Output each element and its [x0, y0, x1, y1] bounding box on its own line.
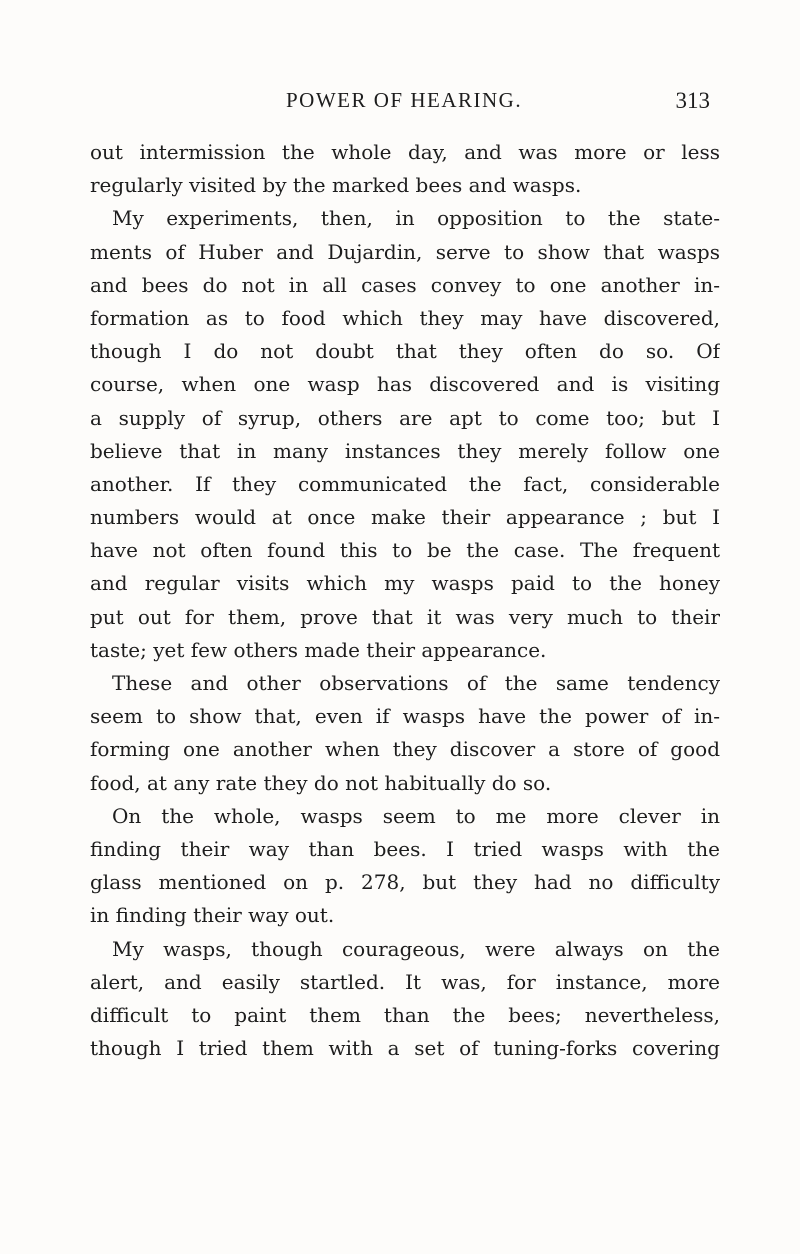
text-line: regularly visited by the marked bees and wasps.: [90, 173, 582, 198]
page-header: [286, 88, 710, 118]
text-line: forming one another when they discover a store of good: [90, 737, 720, 762]
text-line: numbers would at once make their appearance ; but I: [90, 505, 720, 530]
text-line: glass mentioned on p. 278, but they had no difficulty: [90, 870, 720, 895]
text-line: formation as to food which they may have discovered,: [90, 305, 720, 330]
text-line: and bees do not in all cases convey to one another in-: [90, 272, 720, 297]
running-title: POWER OF HEARING.: [286, 88, 523, 112]
text-line: put out for them, prove that it was very much to their: [90, 604, 720, 629]
text-line: finding their way than bees. I tried wasps with the: [90, 836, 720, 861]
text-line: out intermission the whole day, and was more or less: [90, 140, 720, 164]
text-line: another. If they communicated the fact, considerable: [90, 471, 720, 496]
text-line: My experiments, then, in opposition to the state-: [112, 206, 720, 231]
text-line: difficult to paint them than the bees; nevertheless,: [90, 1002, 720, 1027]
text-line: My wasps, though courageous, were always on the: [112, 936, 720, 961]
text-line: alert, and easily startled. It was, for instance, more: [90, 969, 720, 994]
text-line: These and other observations of the same tendency: [112, 671, 720, 695]
text-line: On the whole, wasps seem to me more clever in: [112, 803, 720, 828]
text-line: a supply of syrup, others are apt to come too; but I: [90, 405, 720, 430]
text-line: in finding their way out.: [90, 903, 335, 928]
text-line: taste; yet few others made their appearance.: [90, 637, 547, 662]
text-line: seem to show that, even if wasps have the power of in-: [90, 704, 720, 729]
text-line: and regular visits which my wasps paid to the honey: [90, 571, 720, 596]
text-line: ments of Huber and Dujardin, serve to show that wasps: [90, 239, 720, 264]
text-line: believe that in many instances they merely follow one: [90, 438, 720, 463]
text-line: though I do not doubt that they often do so. Of: [90, 339, 720, 364]
text-line: course, when one wasp has discovered and is visiting: [90, 372, 720, 397]
body-text: [90, 136, 720, 1065]
page-number: 313: [675, 88, 710, 113]
text-line: though I tried them with a set of tuning-forks covering: [90, 1036, 720, 1061]
text-line: food, at any rate they do not habitually do so.: [90, 770, 552, 795]
text-line: have not often found this to be the case. The frequent: [90, 538, 720, 563]
